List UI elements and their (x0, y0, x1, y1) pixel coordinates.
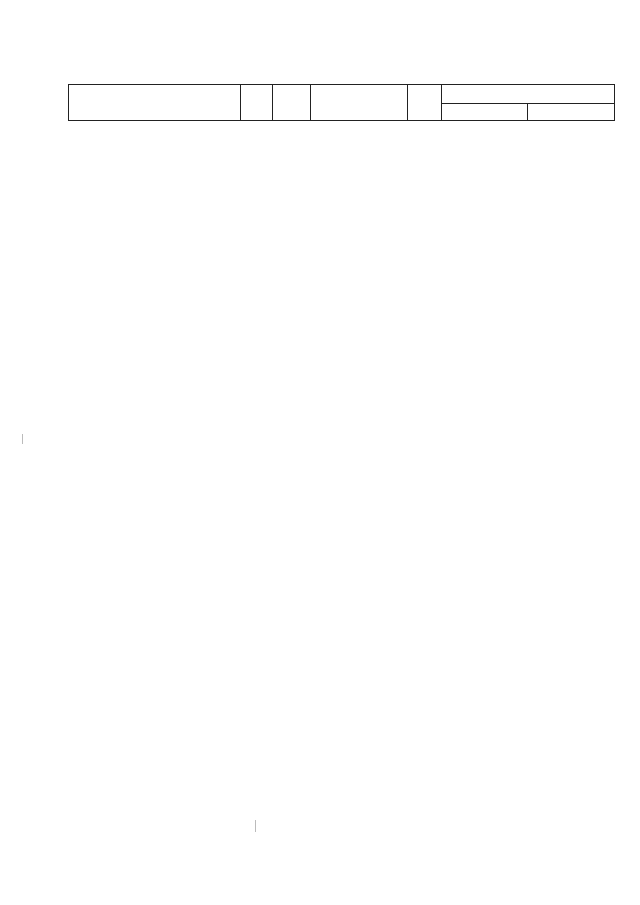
header-csr (311, 85, 408, 120)
header-rz (241, 85, 273, 120)
header-pr (273, 85, 311, 120)
scan-mark (22, 434, 23, 444)
header-2021 (442, 104, 528, 121)
header-sums-group (442, 85, 614, 120)
table-header (68, 84, 615, 121)
header-sums (442, 85, 614, 104)
header-2022 (528, 104, 614, 121)
header-name (69, 85, 241, 120)
scan-mark (255, 820, 256, 832)
header-vr (408, 85, 442, 120)
